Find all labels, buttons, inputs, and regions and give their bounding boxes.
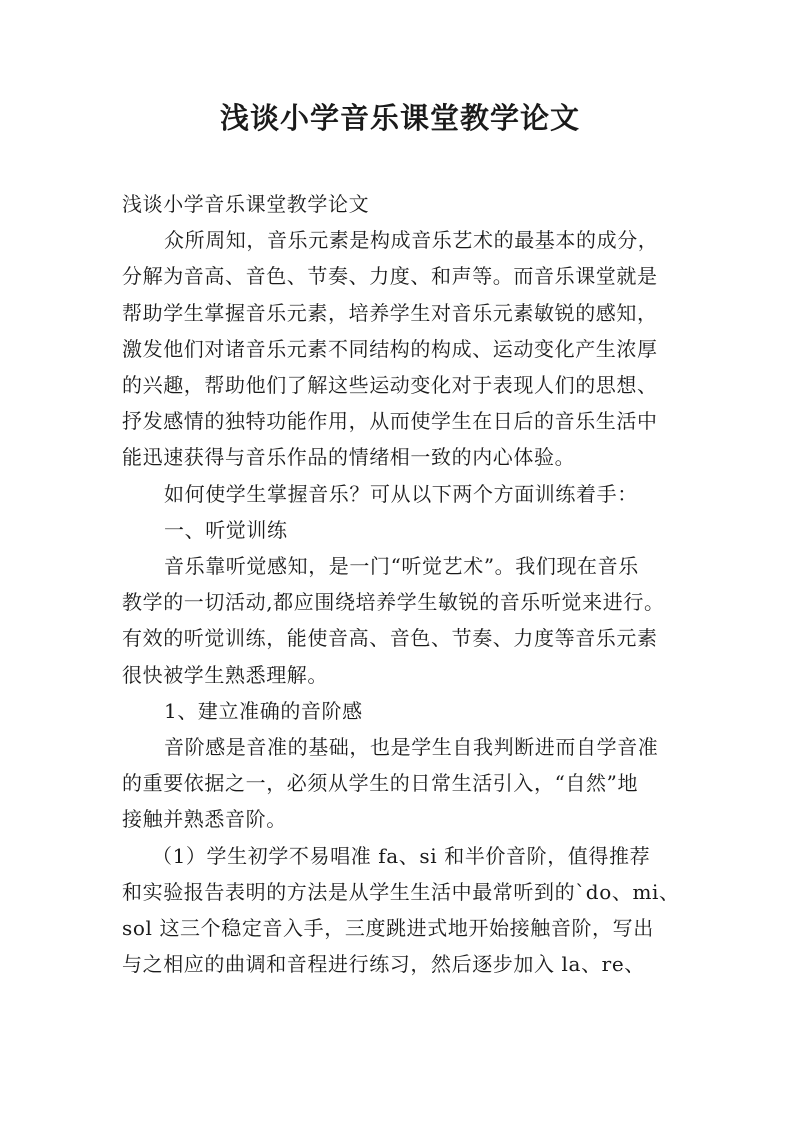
- text-line: 能迅速获得与音乐作品的情绪相一致的内心体验。: [122, 445, 576, 470]
- text-line: 帮助学生掌握音乐元素，培养学生对音乐元素敏锐的感知，: [122, 300, 658, 325]
- text-line: 激发他们对诸音乐元素不同结构的构成、运动变化产生浓厚: [122, 336, 658, 361]
- paragraph-how-to: 如何使学生掌握音乐？可从以下两个方面训练着手：: [164, 481, 638, 506]
- text-line: 有效的听觉训练，能使音高、音色、节奏、力度等音乐元素: [122, 626, 658, 651]
- document-subtitle: 浅谈小学音乐课堂教学论文: [122, 192, 370, 216]
- document-body: [122, 186, 694, 982]
- text-line: sol 这三个稳定音入手，三度跳进式地开始接触音阶，写出: [122, 916, 654, 941]
- text-line: 的兴趣，帮助他们了解这些运动变化对于表现人们的思想、: [122, 373, 658, 398]
- text-line: 很快被学生熟悉理解。: [122, 662, 328, 687]
- text-line: 抒发感情的独特功能作用，从而使学生在日后的音乐生活中: [122, 409, 658, 434]
- text-line: 音阶感是音准的基础，也是学生自我判断进而自学音准: [164, 735, 659, 760]
- section-heading-listening: 一、听觉训练: [164, 517, 288, 542]
- document-title: 浅谈小学音乐课堂教学论文: [219, 101, 580, 135]
- text-line: 众所周知，音乐元素是构成音乐艺术的最基本的成分，: [164, 228, 659, 253]
- text-line: （1）学生初学不易唱准 fa、si 和半价音阶，值得推荐: [152, 843, 651, 868]
- subsection-heading-scale: 1、建立准确的音阶感: [164, 698, 363, 723]
- text-line: 与之相应的曲调和音程进行练习，然后逐步加入 la、re、: [122, 952, 645, 977]
- text-line: 和实验报告表明的方法是从学生生活中最常听到的`do、mi、: [122, 879, 680, 904]
- paragraph-intro: [122, 222, 694, 475]
- paragraph-method: [122, 838, 694, 983]
- paragraph-scale: [122, 729, 694, 838]
- text-line: 音乐靠听觉感知，是一门“听觉艺术”。我们现在音乐: [164, 554, 639, 579]
- text-line: 教学的一切活动,都应围绕培养学生敏锐的音乐听觉来进行。: [122, 590, 665, 615]
- text-line: 接触并熟悉音阶。: [122, 807, 287, 832]
- paragraph-listening: [122, 548, 694, 693]
- text-line: 的重要依据之一，必须从学生的日常生活引入，“自然”地: [122, 771, 639, 796]
- text-line: 分解为音高、音色、节奏、力度、和声等。而音乐课堂就是: [122, 264, 658, 289]
